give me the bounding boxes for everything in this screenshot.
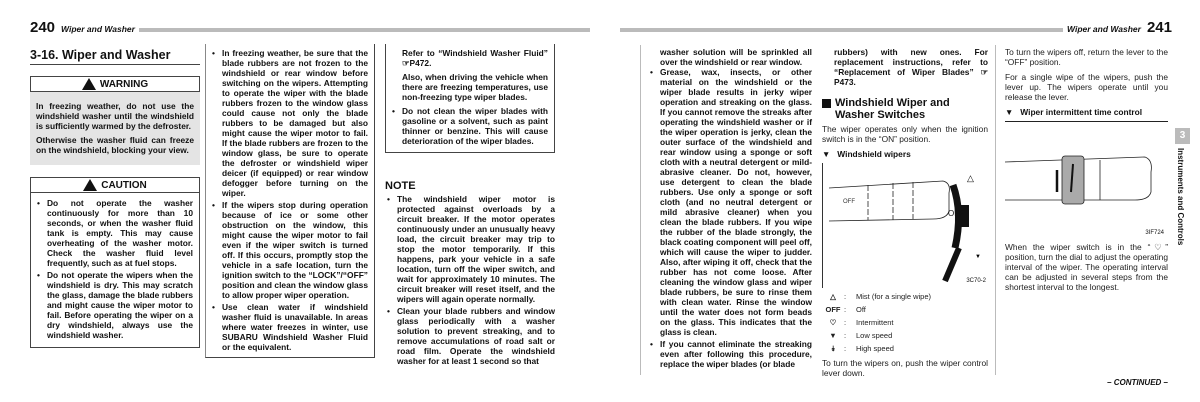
warning-text: In freezing weather, do not use the windshield washer until the windshield is sufficiently warmed by the defroster.: [36, 101, 194, 131]
subheading-interval: ▼ Wiper intermittent time control: [1005, 107, 1168, 122]
subheading-text: Wiper intermittent time control: [1020, 107, 1143, 117]
mist-icon: △: [830, 292, 836, 301]
left-header: [30, 19, 139, 36]
right-header: [1063, 19, 1172, 36]
legend-sep: :: [844, 331, 847, 340]
intermittent-icon: ♡: [829, 318, 837, 327]
caution-item: • Do not operate the washer continuously for more than 10 seconds, or when the washer fluid tank is empty. This may cause overheating of the washer motor. Check the washer fluid level frequently, such as at fuel stops.: [35, 198, 193, 268]
caution-item: • If the wipers stop during operation because of ice or some other obstruction on the window, this might cause the wiper motor to fail even if the wiper switch is turned off. If this occurs, promptly stop the vehicle in a safe location, turn the ignition switch to the “LOCK”/“OFF” position and clean the window glass to allow proper wiper operation.: [210, 200, 368, 300]
single-wipe-text: For a single wipe of the wipers, push the lever up. The wipers operate until you release the lever.: [1005, 72, 1168, 102]
caution-label: CAUTION: [101, 179, 147, 191]
figure-code: 3IF724: [1145, 230, 1164, 236]
interval-text: When the wiper switch is in the “♡” position, turn the dial to adjust the operating interval of the wiper. The operating interval can be adjusted in several steps from the shortest interval to the longest.: [1005, 242, 1168, 292]
caution-header: [30, 177, 200, 193]
warning-box: [30, 76, 200, 165]
note-item: • Clean your blade rubbers and window glass periodically with a washer solution to prevent streaking, and to remove accumulations of road salt or road film. Operate the windshield washer for at least 1 second so that: [385, 306, 555, 366]
warning-header: [30, 76, 200, 92]
chapter-label: Instruments and Controls: [1176, 148, 1185, 246]
page-number: 241: [1146, 19, 1172, 36]
high-speed-icon: ⯯: [830, 344, 836, 353]
intro-text: The wiper operates only when the ignition switch is in the “ON” position.: [822, 124, 988, 144]
subheading-text: Windshield wipers: [837, 149, 911, 159]
note-item: • If you cannot eliminate the streaking even after following this procedure, replace the wiper blades (or blade: [648, 339, 812, 369]
warning-label: WARNING: [99, 78, 149, 90]
legend-label: High speed: [856, 344, 894, 353]
note-heading: NOTE: [385, 180, 416, 192]
svg-text:▼: ▼: [975, 254, 981, 260]
square-bullet-icon: [822, 99, 831, 108]
legend-sep: :: [844, 344, 847, 353]
chapter-tab: 3: [1175, 128, 1190, 144]
subsection-title: Windshield Wiper and Washer Switches: [835, 97, 950, 121]
continued-label: – CONTINUED –: [1107, 378, 1168, 387]
legend-item-intermittent: [822, 316, 988, 329]
note-section: [385, 180, 555, 368]
note-item: • The windshield wiper motor is protected against overloads by a circuit breaker. If the motor operates continuously under an unusually heavy load, the circuit breaker may trip to stop the motor temporarily. If this happens, park your vehicle in a safe location, turn off the wiper switch, and wait for approximately 10 minutes. The circuit breaker will reset itself, and the wipers will again operate normally.: [385, 194, 555, 304]
svg-text:OFF: OFF: [843, 199, 855, 205]
warning-triangle-icon: [82, 78, 96, 90]
legend-item-low: [822, 329, 988, 342]
legend-item-mist: [822, 290, 988, 303]
caution-triangle-icon: [83, 179, 97, 191]
caution-item: • Do not clean the wiper blades with gasoline or a solvent, such as paint thinner or benzine. This will cause deterioration of the wiper blades.: [390, 106, 548, 146]
right-col-2: [822, 47, 988, 378]
wiper-lever-illustration: [823, 163, 989, 288]
caution-text: Refer to “Windshield Washer Fluid” ☞P472.: [402, 48, 548, 68]
caution-continued: [205, 44, 375, 358]
legend-label: Intermittent: [856, 318, 894, 327]
turn-on-text: To turn the wipers on, push the wiper control lever down.: [822, 358, 988, 378]
subheading-wipers: ▼ Windshield wipers: [822, 149, 911, 159]
column-divider: [640, 45, 641, 375]
legend-sep: :: [844, 292, 847, 301]
legend-sep: :: [844, 318, 847, 327]
low-speed-icon: ▼: [829, 331, 837, 340]
right-col-3: [1005, 47, 1168, 292]
running-header: Wiper and Washer: [61, 24, 135, 34]
svg-text:△: △: [967, 173, 974, 183]
running-header: Wiper and Washer: [1067, 24, 1141, 34]
legend-item-high: [822, 342, 988, 355]
warning-text: Otherwise the washer fluid can freeze on the windshield, blocking your view.: [36, 135, 194, 155]
caution-text: Also, when driving the vehicle when there are freezing temperatures, use non-freezing type wiper blades.: [402, 72, 548, 102]
caution-item: • In freezing weather, be sure that the blade rubbers are not frozen to the windshield or rear window before switching on the wipers. Attempting to operate the wiper with the blade rubbers frozen to the window glass could cause not only the blade rubbers to be damaged but also might cause the wiper motor to fail. If the blade rubbers are frozen to the window glass, be sure to operate the defroster or windshield wiper deicer (if equipped) or rear window defogger before turning on the wiper.: [210, 48, 368, 198]
legend-item-off: [822, 303, 988, 316]
caution-box: [30, 177, 200, 348]
note-continued: [648, 47, 812, 371]
caution-item: • Do not operate the wipers when the windshield is dry. This may scratch the glass, damage the blade rubbers and might cause the wiper motor to fail. Before operating the wiper on a dry windshield, always use the windshield washer.: [35, 270, 193, 340]
section-title: 3-16. Wiper and Washer: [30, 48, 200, 65]
caution-item: • Use clean water if windshield washer fluid is unavailable. In areas where water freezes in winter, use SUBARU Windshield Washer Fluid or the equivalent.: [210, 302, 368, 352]
interval-dial-illustration: [1005, 122, 1168, 232]
subsection-heading: [822, 97, 988, 121]
note-text: washer solution will be sprinkled all over the windshield or rear window.: [660, 47, 812, 67]
legend-label: Off: [856, 305, 866, 314]
left-col-1: [30, 48, 200, 348]
legend-sep: :: [844, 305, 847, 314]
legend: [822, 290, 988, 355]
header-rule: [125, 28, 590, 32]
legend-label: Mist (for a single wipe): [856, 292, 932, 301]
interval-figure: [1005, 122, 1168, 242]
column-divider: [995, 45, 996, 375]
page-number: 240: [30, 19, 56, 36]
caution-continued-2: [385, 44, 555, 153]
off-position-label: OFF: [948, 209, 964, 218]
turn-off-text: To turn the wipers off, return the lever to the “OFF” position.: [1005, 47, 1168, 67]
wiper-switch-figure: [822, 163, 988, 288]
legend-label: Low speed: [856, 331, 893, 340]
note-text: rubbers) with new ones. For replacement instructions, refer to “Replacement of Wiper Blades” ☞P473.: [834, 47, 988, 87]
note-item: • Grease, wax, insects, or other material on the windshield or the wiper blade results in jerky wiper operation and streaking on the glass. If you cannot remove the streaks after operating the windshield washer or if the wiper operation is jerky, clean the outer surface of the windshield and rear window using a sponge or soft cloth with a neutral detergent or mild-abrasive cleaner. Do not, however, use detergent to clean the blade rubbers. Use only a sponge or soft cloth (and no neutral detergent or mild abrasive cleaner) when you clean the blade rubbers. If you wipe the rubber of the blade strongly, the black coating component will peel off, which will cause the wiper to judder. Also, after wiping it off, check that the rubber has not come loose. After cleaning the window glass and wiper blade rubbers, be sure to rinse them with clean water. Rinse the window until the water does not form beads on the glass. This indicates that the glass is clean.: [648, 67, 812, 337]
figure-code: 3C70-2: [966, 278, 986, 284]
off-icon: OFF: [825, 305, 841, 314]
